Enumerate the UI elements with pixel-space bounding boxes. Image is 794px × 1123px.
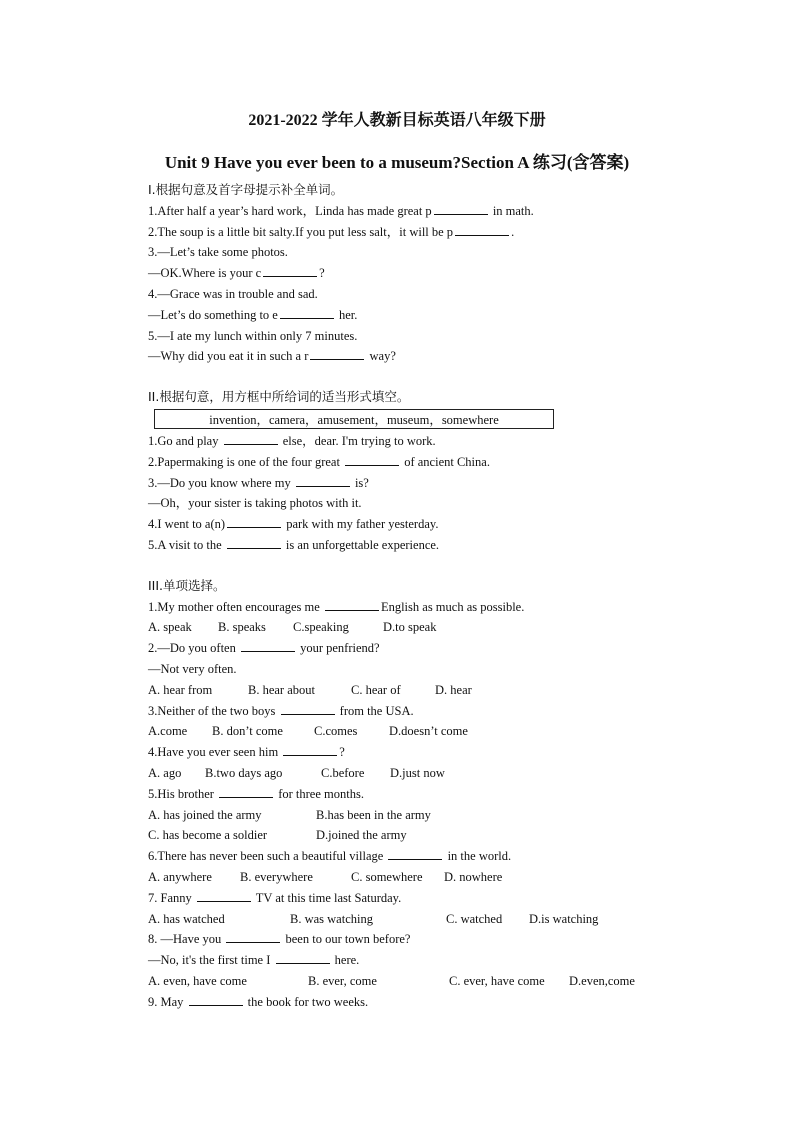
answer-blank bbox=[224, 432, 278, 445]
option-a: A.come bbox=[148, 724, 188, 739]
page-subtitle: Unit 9 Have you ever been to a museum?Section A 练习(含答案) bbox=[164, 153, 630, 172]
answer-blank bbox=[227, 515, 281, 528]
question-3: 3.Neither of the two boys from the USA. bbox=[148, 703, 414, 718]
question-6-options bbox=[148, 867, 668, 888]
answer-blank bbox=[345, 453, 399, 466]
question-5: 5.His brother for three months. bbox=[148, 786, 364, 801]
option-b: B. ever, come bbox=[308, 973, 377, 988]
question-7: 7. Fanny TV at this time last Saturday. bbox=[148, 890, 402, 905]
option-c: C. watched bbox=[446, 911, 503, 926]
option-a: A. even, have come bbox=[148, 973, 247, 988]
option-d: D. nowhere bbox=[444, 869, 503, 884]
option-a: A. has watched bbox=[148, 911, 225, 926]
option-a: A. speak bbox=[148, 620, 192, 635]
question-7-options bbox=[148, 909, 668, 930]
option-d: D.just now bbox=[390, 765, 445, 780]
answer-blank bbox=[296, 474, 350, 487]
page-title: 2021-2022 学年人教新目标英语八年级下册 bbox=[248, 112, 546, 129]
question-5-options-cd bbox=[148, 825, 668, 846]
question-2: 2.—Do you often your penfriend? bbox=[148, 641, 380, 656]
answer-blank bbox=[263, 264, 317, 277]
question-8: 8. —Have you been to our town before? bbox=[148, 932, 411, 947]
option-d: D. hear bbox=[435, 682, 472, 697]
option-c: C.speaking bbox=[293, 620, 349, 635]
question-8-reply: —No, it's the first time I here. bbox=[148, 953, 360, 968]
option-c: C. ever, have come bbox=[449, 973, 545, 988]
answer-blank bbox=[310, 347, 364, 360]
option-a: A. ago bbox=[148, 765, 182, 780]
question-5-options-ab bbox=[148, 805, 668, 826]
option-d: D.is watching bbox=[529, 911, 599, 926]
option-b: B.has been in the army bbox=[316, 807, 431, 822]
s2-line-5: 4.I went to a(n) park with my father yesterday. bbox=[148, 517, 439, 532]
s1-line-3: 3.—Let’s take some photos. bbox=[148, 245, 288, 260]
question-4: 4.Have you ever seen him ? bbox=[148, 745, 345, 760]
option-b: B. hear about bbox=[248, 682, 315, 697]
question-4-options bbox=[148, 763, 668, 784]
question-3-options bbox=[148, 721, 668, 742]
option-b: B. don’t come bbox=[212, 724, 283, 739]
option-c: C. hear of bbox=[351, 682, 401, 697]
answer-blank bbox=[283, 743, 337, 756]
option-a: A. has joined the army bbox=[148, 807, 262, 822]
worksheet-body bbox=[148, 180, 668, 1012]
question-9: 9. May the book for two weeks. bbox=[148, 994, 369, 1009]
s1-line-6: —Let’s do something to e her. bbox=[148, 307, 358, 322]
option-b: B. everywhere bbox=[240, 869, 313, 884]
answer-blank bbox=[227, 536, 281, 549]
option-c: C.before bbox=[321, 765, 365, 780]
option-c: C. somewhere bbox=[351, 869, 423, 884]
question-6: 6.There has never been such a beautiful village in the world. bbox=[148, 849, 512, 864]
option-a: A. anywhere bbox=[148, 869, 212, 884]
answer-blank bbox=[325, 598, 379, 611]
s1-line-2: 2.The soup is a little bit salty.If you put less salt，it will be p . bbox=[148, 224, 515, 239]
question-8-options bbox=[148, 971, 668, 992]
answer-blank bbox=[280, 306, 334, 319]
section-1-heading: I.根据句意及首字母提示补全单词。 bbox=[148, 182, 344, 197]
s1-line-8: —Why did you eat it in such a r way? bbox=[148, 349, 396, 364]
answer-blank bbox=[434, 202, 488, 215]
s1-line-1: 1.After half a year’s hard work，Linda has made great p in math. bbox=[148, 203, 534, 218]
s2-line-4: —Oh，your sister is taking photos with it. bbox=[148, 496, 362, 511]
answer-blank bbox=[276, 951, 330, 964]
s1-line-5: 4.—Grace was in trouble and sad. bbox=[148, 286, 318, 301]
answer-blank bbox=[226, 930, 280, 943]
s2-line-3: 3.—Do you know where my is? bbox=[148, 475, 369, 490]
option-c: C. has become a soldier bbox=[148, 828, 268, 843]
answer-blank bbox=[189, 993, 243, 1006]
s2-line-2: 2.Papermaking is one of the four great of ancient China. bbox=[148, 454, 490, 469]
answer-blank bbox=[219, 785, 273, 798]
s1-line-7: 5.—I ate my lunch within only 7 minutes. bbox=[148, 328, 358, 343]
answer-blank bbox=[197, 889, 251, 902]
question-1: 1.My mother often encourages me English as much as possible. bbox=[148, 599, 525, 614]
option-b: B.two days ago bbox=[205, 765, 283, 780]
s1-line-4: —OK.Where is your c ? bbox=[148, 266, 325, 281]
s2-line-6: 5.A visit to the is an unforgettable experience. bbox=[148, 537, 440, 552]
option-d: D.to speak bbox=[383, 620, 437, 635]
section-2-heading: II.根据句意，用方框中所给词的适当形式填空。 bbox=[148, 389, 410, 405]
answer-blank bbox=[455, 223, 509, 236]
s2-line-1: 1.Go and play else，dear. I'm trying to work. bbox=[148, 433, 436, 448]
answer-blank bbox=[388, 847, 442, 860]
word-box: invention，camera，amusement，museum，somewhere bbox=[154, 409, 554, 429]
option-c: C.comes bbox=[314, 724, 358, 739]
answer-blank bbox=[241, 639, 295, 652]
option-b: B. was watching bbox=[290, 911, 373, 926]
option-a: A. hear from bbox=[148, 682, 213, 697]
answer-blank bbox=[281, 702, 335, 715]
option-b: B. speaks bbox=[218, 620, 266, 635]
question-1-options bbox=[148, 617, 668, 638]
question-2-reply: —Not very often. bbox=[148, 661, 237, 676]
option-d: D.even,come bbox=[569, 973, 635, 988]
question-2-options bbox=[148, 680, 668, 701]
option-d: D.doesn’t come bbox=[389, 724, 468, 739]
section-3-heading: III.单项选择。 bbox=[148, 577, 226, 593]
option-d: D.joined the army bbox=[316, 828, 407, 843]
